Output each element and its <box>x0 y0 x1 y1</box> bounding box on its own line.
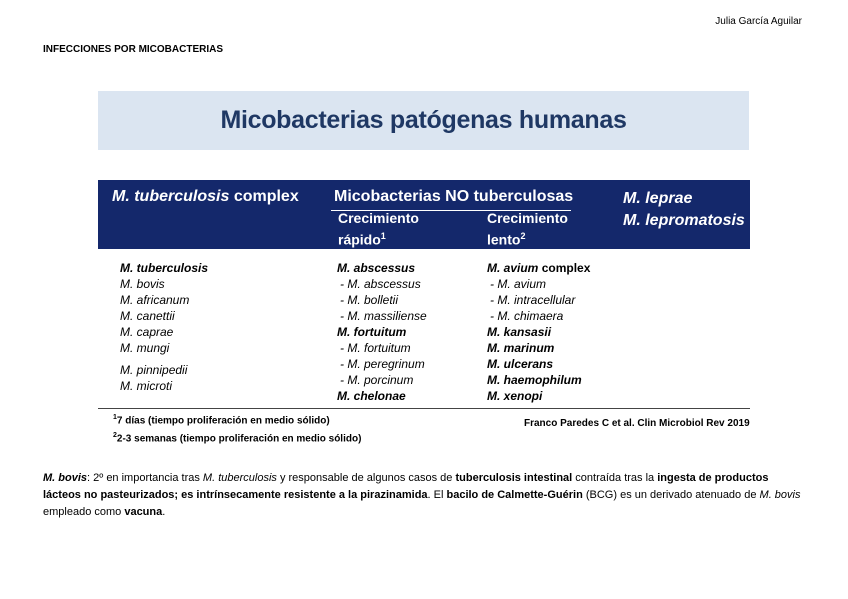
list-item: M. microti <box>120 379 172 393</box>
list-item: - M. peregrinum <box>340 357 425 371</box>
footnote-1-sup: 1 <box>113 414 117 421</box>
list-item: M. africanum <box>120 293 190 307</box>
slide-title: Micobacterias patógenas humanas <box>220 106 627 134</box>
para-text: y responsable de algunos casos de <box>276 472 456 484</box>
para-bold: bacilo de Calmette-Guérin <box>446 489 583 501</box>
list-item: M. chelonae <box>337 389 406 403</box>
para-text: empleado como <box>43 506 125 518</box>
list-item: M. abscessus <box>337 261 416 275</box>
footnotes <box>113 410 361 447</box>
header-leprae: M. leprae <box>623 190 693 207</box>
list-item: - M. massiliense <box>340 309 427 323</box>
list-item: M. tuberculosis <box>120 261 209 275</box>
body-paragraph <box>43 470 808 521</box>
header-tb-complex-name: M. tuberculosis <box>112 188 230 205</box>
para-bold: ingesta de productos lácteos no pasteurizados; es intrínsecamente resistente a la pirazinamida <box>43 472 769 501</box>
list-item-suffix: complex <box>541 261 591 275</box>
header-slow-line1: Crecimiento <box>487 210 568 226</box>
header-rapid-line2: rápido <box>338 231 381 248</box>
footnote-2 <box>113 428 361 446</box>
list-item: - M. intracellular <box>490 293 576 307</box>
list-item: - M. avium <box>490 277 547 291</box>
list-item: - M. porcinum <box>340 373 414 387</box>
footnote-1 <box>113 410 361 428</box>
list-item: M. bovis <box>120 277 165 291</box>
list-item: M. marinum <box>487 341 555 355</box>
footnote-2-text: 2-3 semanas (tiempo proliferación en medio sólido) <box>116 433 362 445</box>
list-item: - M. fortuitum <box>340 341 411 355</box>
para-bold: vacuna <box>124 506 163 518</box>
para-text: : 2º en importancia tras <box>87 472 203 484</box>
list-item: M. pinnipedii <box>120 363 188 377</box>
section-title: INFECCIONES POR MICOBACTERIAS <box>43 44 224 55</box>
list-item: M. haemophilum <box>487 373 582 387</box>
header-leprosy <box>623 188 745 232</box>
list-item: M. ulcerans <box>487 357 554 371</box>
header-tb-complex <box>112 188 299 206</box>
footnote-1-text: 7 días (tiempo proliferación en medio sólido) <box>116 415 330 427</box>
author-name: Julia García Aguilar <box>715 16 802 27</box>
header-rapid-growth <box>338 209 419 249</box>
list-item: M. fortuitum <box>337 325 407 339</box>
header-lepromatosis: M. lepromatosis <box>623 212 745 229</box>
header-slow-growth <box>487 209 568 249</box>
slow-growth-list <box>487 260 590 404</box>
para-tb: M. tuberculosis <box>202 472 277 484</box>
list-item <box>487 260 590 276</box>
list-item: - M. chimaera <box>490 309 564 323</box>
para-bovis: M. bovis <box>43 472 88 484</box>
header-rapid-sup: 1 <box>380 231 386 241</box>
footnote-2-sup: 2 <box>113 432 117 440</box>
para-text: . <box>162 506 166 518</box>
rapid-growth-list <box>337 260 427 404</box>
tb-complex-list <box>120 260 208 394</box>
citation: Franco Paredes C et al. Clin Microbiol Rev 2019 <box>524 418 750 429</box>
header-slow-line2: lento <box>487 231 521 248</box>
para-text: (BCG) es un derivado atenuado de <box>582 489 760 501</box>
para-bovis-2: M. bovis <box>759 489 801 501</box>
para-text: . El <box>427 489 447 501</box>
list-item: - M. abscessus <box>340 277 421 291</box>
list-item-species: M. avium <box>487 261 539 275</box>
header-ntm: Micobacterias NO tuberculosas <box>334 188 574 205</box>
header-slow-sup: 2 <box>520 231 526 241</box>
list-item: M. xenopi <box>487 389 543 403</box>
list-item: M. caprae <box>120 325 174 339</box>
para-text: contraída tras la <box>572 472 658 484</box>
table-header <box>98 180 750 249</box>
slide-title-banner <box>98 91 749 150</box>
list-item: - M. bolletii <box>340 293 399 307</box>
header-rapid-line1: Crecimiento <box>338 210 419 226</box>
header-tb-complex-suffix: complex <box>233 188 299 205</box>
list-item: M. mungi <box>120 341 170 355</box>
list-item: M. canettii <box>120 309 175 323</box>
para-bold: tuberculosis intestinal <box>455 472 573 484</box>
table-bottom-rule <box>98 408 750 409</box>
list-item: M. kansasii <box>487 325 552 339</box>
